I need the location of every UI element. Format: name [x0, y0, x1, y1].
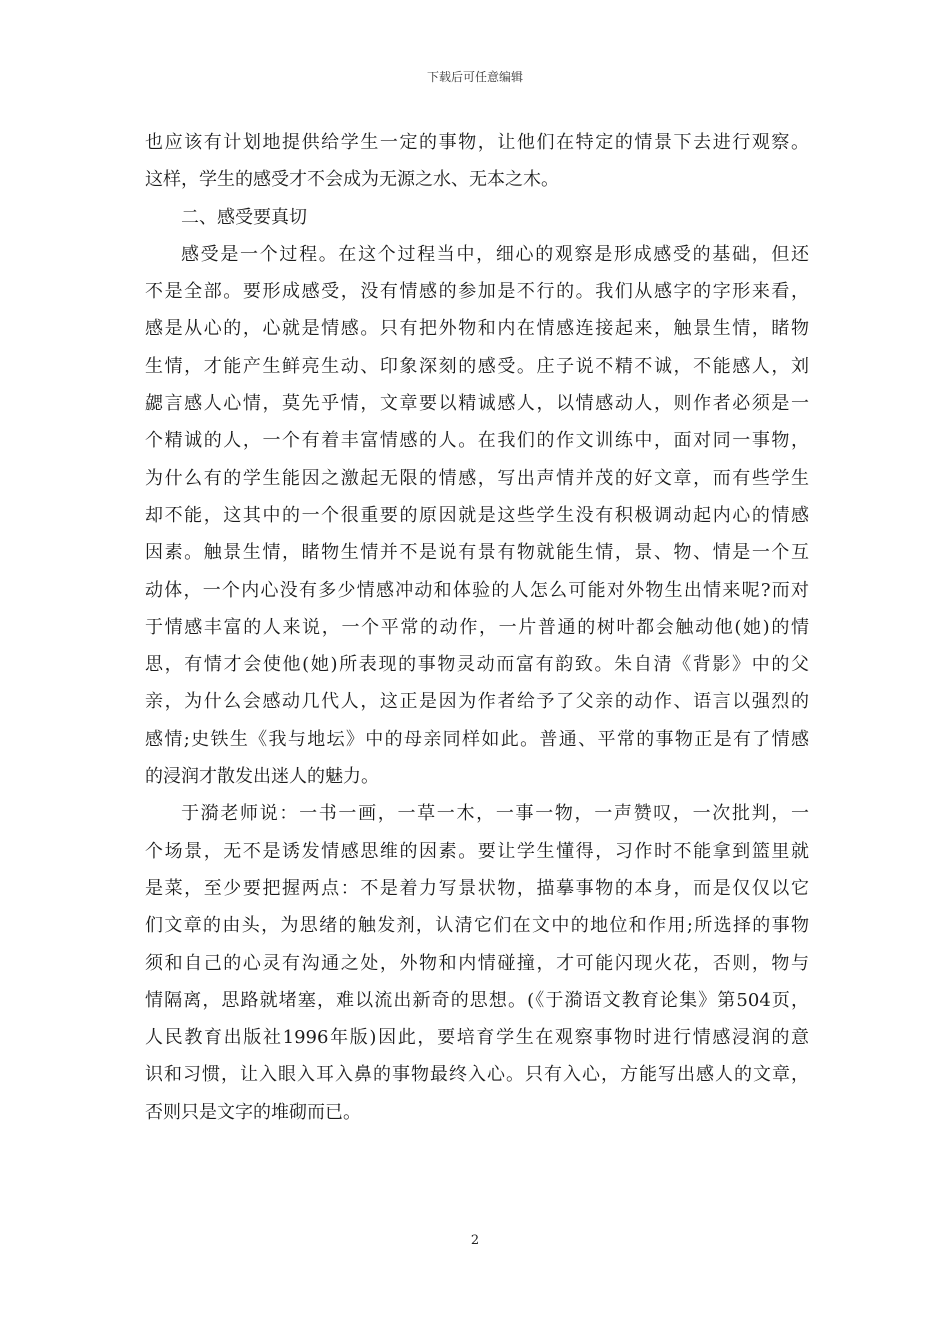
text-line: 否则只是文字的堆砌而已。 — [145, 1101, 361, 1123]
text-line: 勰言感人心情，莫先乎情，文章要以精诚感人，以情感动人，则作者必须是一 — [145, 393, 809, 415]
text-line: 个场景，无不是诱发情感思维的因素。要让学生懂得，习作时不能拿到篮里就 — [145, 840, 809, 862]
page-number: 2 — [470, 1233, 480, 1248]
text-line: 动体，一个内心没有多少情感冲动和体验的人怎么可能对外物生出情来呢?而对 — [145, 579, 809, 601]
text-line: 为什么有的学生能因之激起无限的情感，写出声情并茂的好文章，而有些学生 — [145, 467, 809, 489]
text-line: 识和习惯，让入眼入耳入鼻的事物最终入心。只有入心，方能写出感人的文章， — [145, 1064, 809, 1086]
text-line: 却不能，这其中的一个很重要的原因就是这些学生没有积极调动起内心的情感 — [145, 504, 809, 526]
text-line: 于漪老师说：一书一画，一草一木，一事一物，一声赞叹，一次批判，一 — [181, 803, 809, 825]
text-line: 的浸润才散发出迷人的魅力。 — [145, 766, 379, 788]
text-line: 感受是一个过程。在这个过程当中，细心的观察是形成感受的基础，但还 — [181, 243, 809, 265]
text-line: 人民教育出版社1996年版)因此，要培育学生在观察事物时进行情感浸润的意 — [145, 1027, 809, 1049]
text-line: 情隔离，思路就堵塞，难以流出新奇的思想。(《于漪语文教育论集》第504页， — [145, 989, 809, 1011]
text-line: 个精诚的人，一个有着丰富情感的人。在我们的作文训练中，面对同一事物， — [145, 430, 809, 452]
text-line: 感情;史铁生《我与地坛》中的母亲同样如此。普通、平常的事物正是有了情感 — [145, 728, 809, 750]
text-line: 们文章的由头，为思绪的触发剂，认清它们在文中的地位和作用;所选择的事物 — [145, 915, 809, 937]
text-line: 思，有情才会使他(她)所表现的事物灵动而富有韵致。朱自清《背影》中的父 — [145, 654, 809, 676]
text-line: 也应该有计划地提供给学生一定的事物，让他们在特定的情景下去进行观察。 — [145, 132, 809, 153]
text-line: 不是全部。要形成感受，没有情感的参加是不行的。我们从感字的字形来看， — [145, 281, 809, 303]
body-text — [145, 124, 809, 1131]
section-heading: 二、感受要真切 — [181, 206, 307, 228]
text-line: 这样，学生的感受才不会成为无源之水、无本之木。 — [145, 169, 559, 191]
page-header: 下载后可任意编辑 — [426, 70, 523, 84]
text-line: 因素。触景生情，睹物生情并不是说有景有物就能生情，景、物、情是一个互 — [145, 542, 809, 564]
text-line: 生情，才能产生鲜亮生动、印象深刻的感受。庄子说不精不诚，不能感人，刘 — [145, 355, 809, 377]
text-line: 须和自己的心灵有沟通之处，外物和内情碰撞，才可能闪现火花，否则，物与 — [145, 952, 809, 974]
text-line: 于情感丰富的人来说，一个平常的动作，一片普通的树叶都会触动他(她)的情 — [145, 616, 809, 638]
text-line: 感是从心的，心就是情感。只有把外物和内在情感连接起来，触景生情，睹物 — [145, 318, 809, 340]
text-line: 是菜，至少要把握两点：不是着力写景状物，描摹事物的本身，而是仅仅以它 — [145, 877, 809, 899]
text-line: 亲，为什么会感动几代人，这正是因为作者给予了父亲的动作、语言以强烈的 — [145, 691, 809, 713]
